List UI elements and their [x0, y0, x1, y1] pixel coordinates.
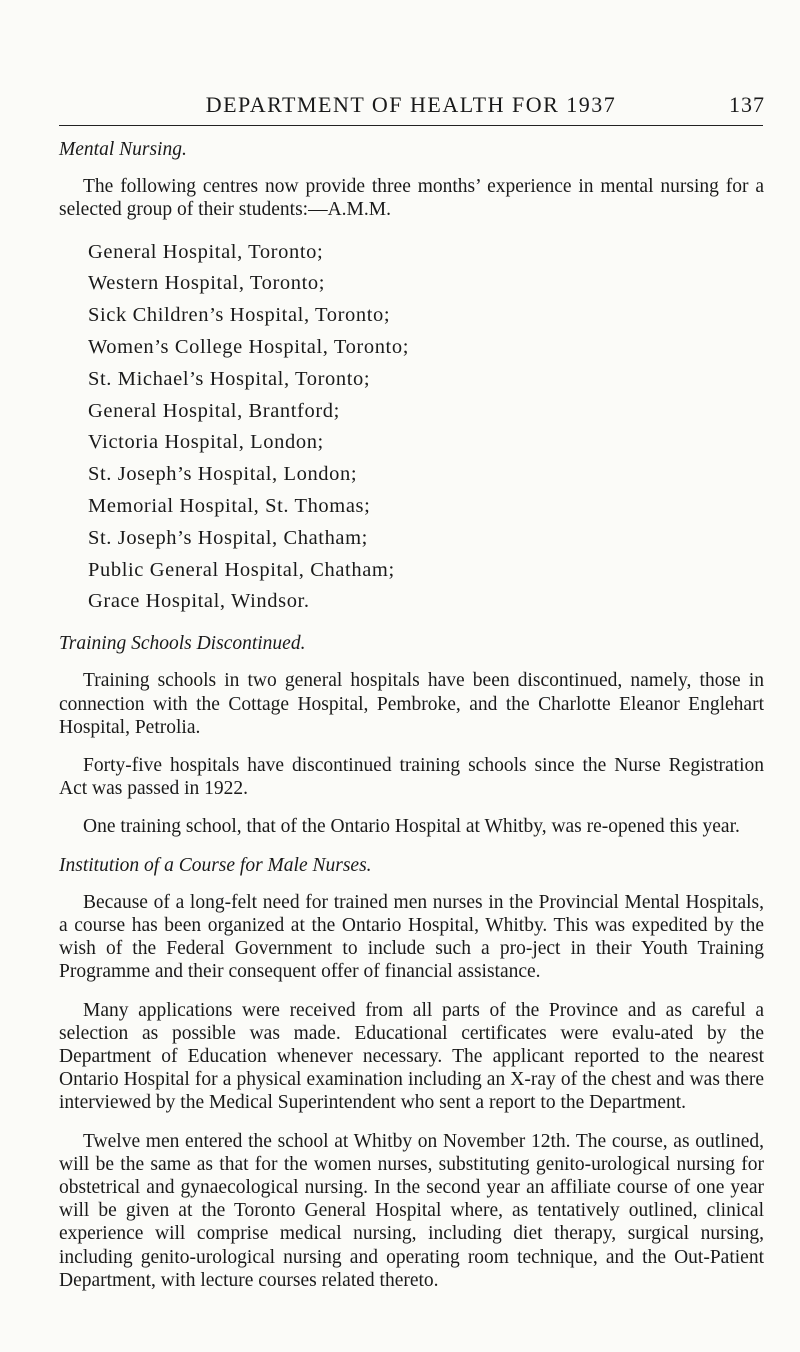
section-heading: Training Schools Discontinued.	[59, 633, 306, 655]
section-training-schools	[59, 632, 764, 838]
paragraph: Twelve men entered the school at Whitby on November 12th. The course, as outlined, will be the same as that for the women nurses, substituting genito-urological nursing for obstetrical and gynaecological nursing. In the second year an affiliate course of one year will be given at the Toronto General Hospital where, as tentatively outlined, clinical experience will comprise medical nursing, including diet therapy, surgical nursing, including genito-urological nursing and operating room technique, and the Out-Patient Department, with lecture courses related thereto.	[59, 1130, 764, 1291]
list-item: Victoria Hospital, London;	[88, 431, 324, 454]
list-item: St. Michael’s Hospital, Toronto;	[88, 367, 371, 390]
list-item: St. Joseph’s Hospital, London;	[88, 463, 358, 486]
list-item: Memorial Hospital, St. Thomas;	[88, 494, 371, 517]
list-item: General Hospital, Brantford;	[88, 399, 340, 422]
running-title: DEPARTMENT OF HEALTH FOR 1937	[205, 92, 617, 117]
paragraph: The following centres now provide three months’ experience in mental nursing for a selected group of their students:—A.M.M.	[59, 176, 764, 221]
page-number: 137	[729, 92, 765, 117]
paragraph: Forty-five hospitals have discontinued training schools since the Nurse Registration Act was passed in 1922.	[59, 754, 764, 800]
paragraph: Because of a long-felt need for trained men nurses in the Provincial Mental Hospitals, a course has been organized at the Ontario Hospital, Whitby. This was expedited by the wish of the Federal Government to include such a pro-ject in their Youth Training Programme and their consequent offer of financial assistance.	[59, 891, 764, 983]
list-item: Women’s College Hospital, Toronto;	[88, 336, 409, 358]
list-item: Grace Hospital, Windsor.	[88, 590, 310, 613]
section-male-nurses	[59, 854, 764, 1292]
hospital-list	[59, 237, 764, 619]
section-heading: Institution of a Course for Male Nurses.	[59, 854, 372, 876]
paragraph: Training schools in two general hospitals have been discontinued, namely, those in connection with the Cottage Hospital, Pembroke, and the Charlotte Eleanor Englehart Hospital, Petrolia.	[59, 670, 764, 738]
paragraph: Many applications were received from all parts of the Province and as careful a selection as possible was made. Educational certificates were evalu-ated by the Department of Education whenever necessary. The applicant reported to the nearest Ontario Hospital for a physical examination including an X-ray of the chest and was there interviewed by the Medical Superintendent who sent a report to the Department.	[59, 999, 764, 1114]
list-item: Public General Hospital, Chatham;	[88, 558, 395, 581]
section-heading: Mental Nursing.	[59, 139, 187, 160]
list-item: Sick Children’s Hospital, Toronto;	[88, 304, 391, 327]
list-item: St. Joseph’s Hospital, Chatham;	[88, 526, 368, 549]
list-item: General Hospital, Toronto;	[88, 240, 324, 263]
section-mental-nursing	[59, 138, 764, 618]
header-rule	[59, 125, 763, 126]
list-item: Western Hospital, Toronto;	[88, 272, 326, 295]
paragraph: One training school, that of the Ontario Hospital at Whitby, was re-opened this year.	[83, 816, 740, 838]
page-header	[57, 92, 765, 124]
page-body	[59, 138, 764, 1307]
